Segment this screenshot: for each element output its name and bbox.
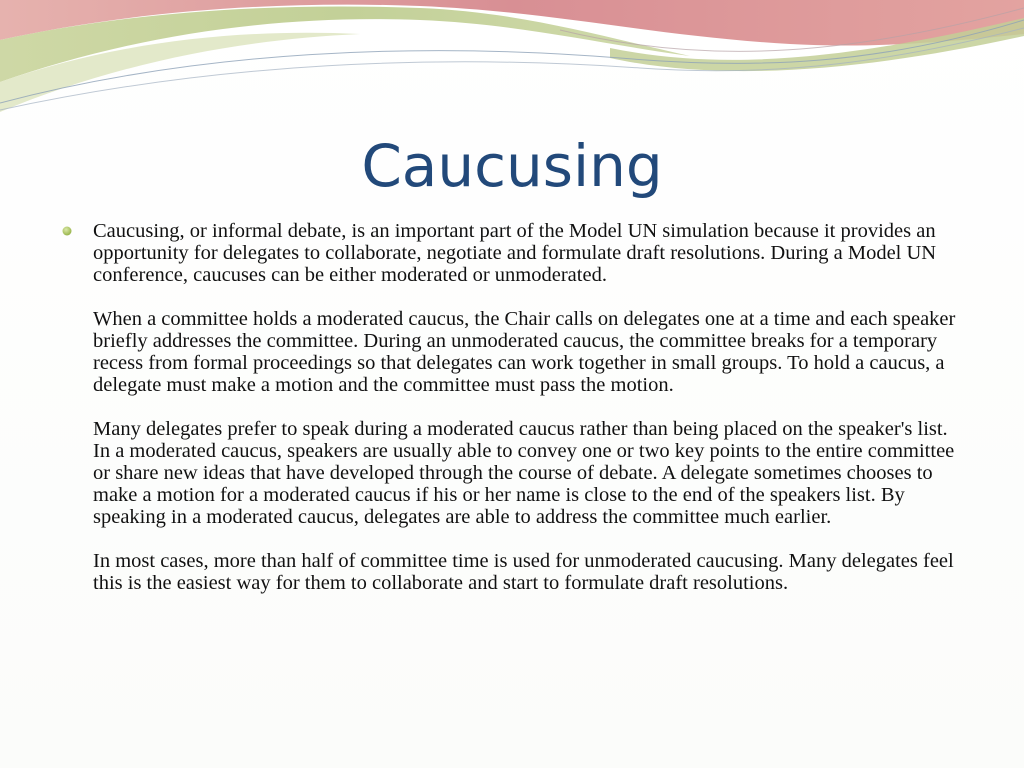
green-dot-icon bbox=[62, 226, 72, 236]
header-wave-decoration bbox=[0, 0, 1024, 130]
paragraph-intro: Caucusing, or informal debate, is an important part of the Model UN simulation because it provides an opportunity for delegates to collaborate, negotiate and formulate draft resolutions. During a Model UN conference, caucuses can be either moderated or unmoderated. bbox=[93, 220, 937, 286]
paragraph-speaking-benefits: Many delegates prefer to speak during a moderated caucus rather than being placed on the speaker's list. In a moderated caucus, speakers are usually able to convey one or two key points to the entire committee or share new ideas that have developed through the course of debate. A delegate sometimes chooses to make a motion for a moderated caucus if his or her name is close to the end of the speakers list. By speaking in a moderated caucus, delegates are able to address the committee much earlier. bbox=[93, 418, 955, 528]
slide-body bbox=[62, 220, 962, 594]
paragraph-moderated-unmoderated: When a committee holds a moderated caucus, the Chair calls on delegates one at a time and each speaker briefly addresses the committee. During an unmoderated caucus, the committee breaks for a temporary recess from formal proceedings so that delegates can work together in small groups. To hold a caucus, a delegate must make a motion and the committee must pass the motion. bbox=[93, 308, 956, 396]
bullet-item bbox=[62, 220, 962, 594]
paragraph-committee-time: In most cases, more than half of committee time is used for unmoderated caucusing. Many delegates feel this is the easiest way for them to collaborate and start to formulate draft resolutions. bbox=[93, 550, 954, 594]
slide-title: Caucusing bbox=[361, 132, 663, 200]
